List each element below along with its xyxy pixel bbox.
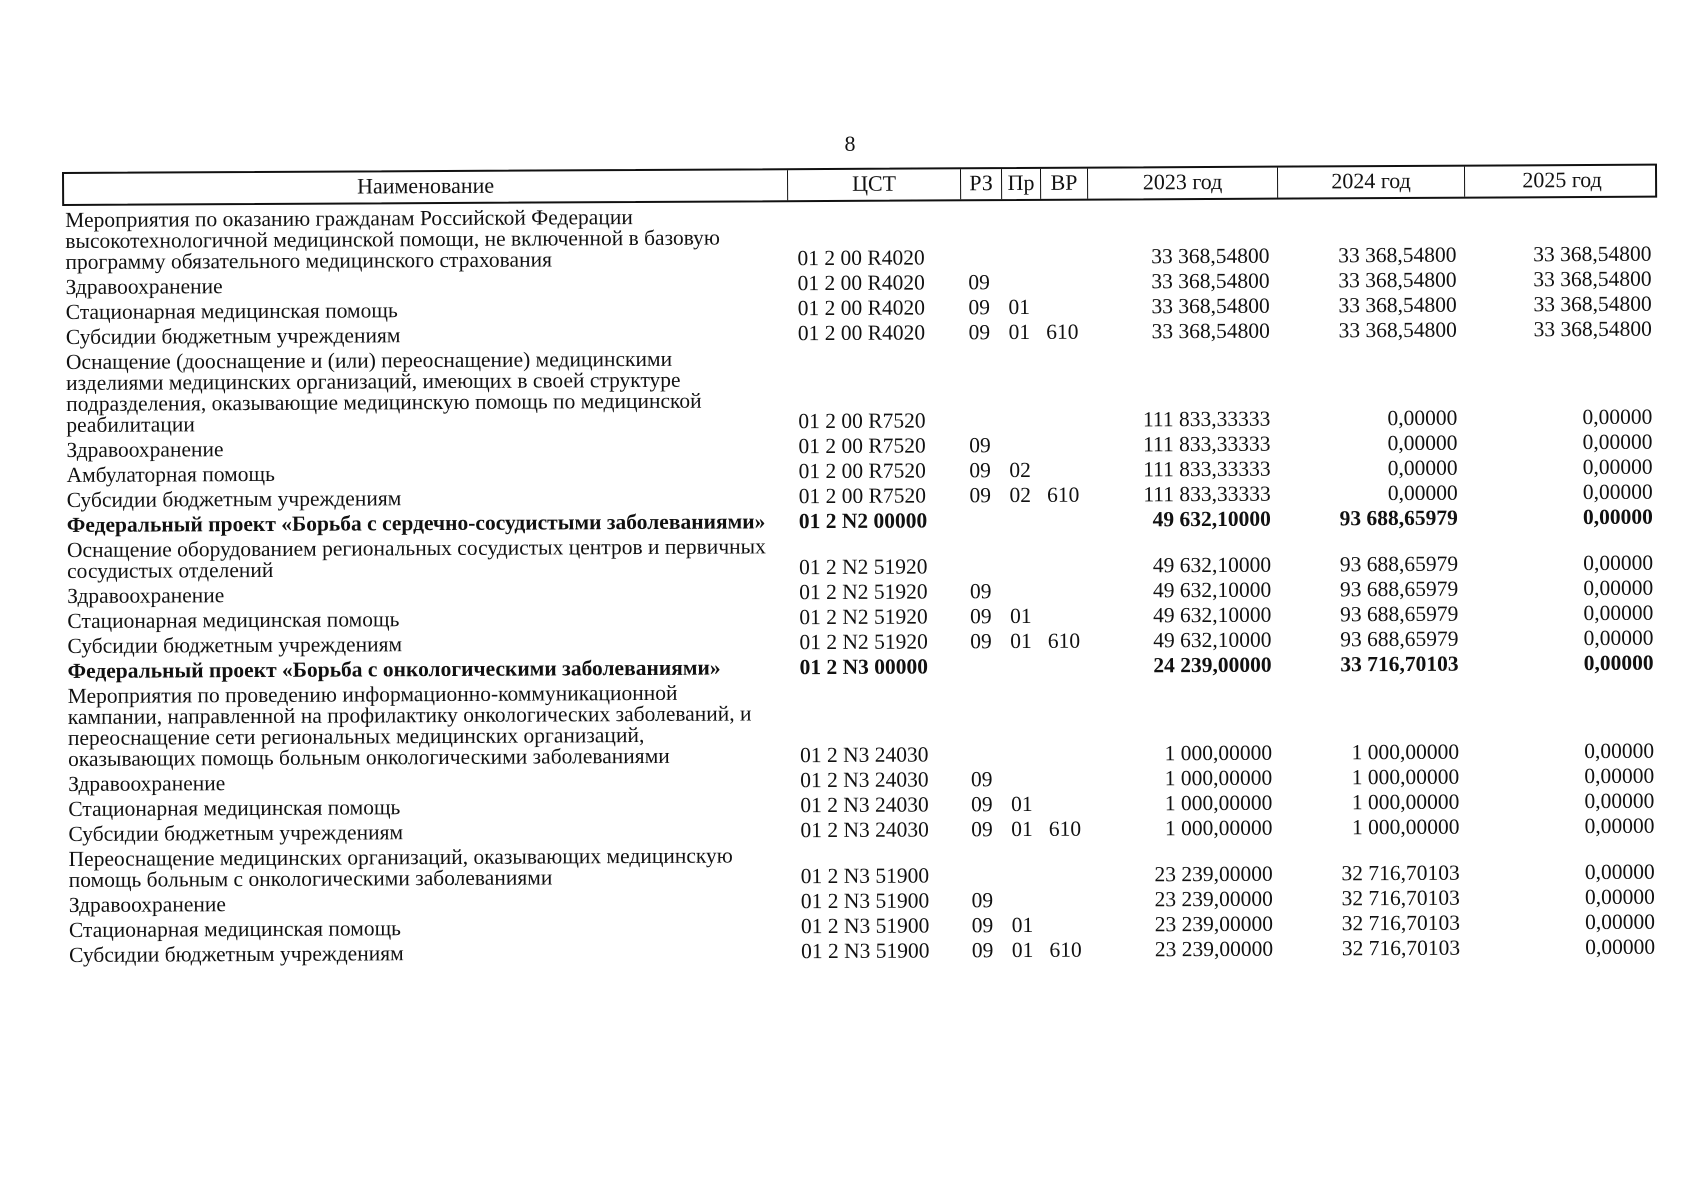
row-rz: 09 bbox=[971, 913, 994, 938]
row-name: Субсидии бюджетным учреждениям bbox=[69, 941, 404, 967]
row-2025: 0,00000 bbox=[1583, 600, 1654, 626]
row-2025: 0,00000 bbox=[1582, 479, 1653, 505]
row-name: Здравоохранение bbox=[68, 892, 226, 917]
table-row bbox=[64, 528, 1659, 582]
row-2025: 0,00000 bbox=[1584, 884, 1655, 910]
row-cst: 01 2 N2 51920 bbox=[799, 629, 928, 655]
row-2023: 23 239,00000 bbox=[1154, 861, 1273, 887]
row-2025: 0,00000 bbox=[1584, 788, 1655, 814]
row-2025: 0,00000 bbox=[1583, 550, 1654, 576]
table-row bbox=[63, 340, 1658, 436]
row-name: Здравоохранение bbox=[66, 437, 224, 462]
row-2025: 0,00000 bbox=[1585, 909, 1656, 935]
row-2024: 33 368,54800 bbox=[1338, 242, 1457, 268]
row-2023: 33 368,54800 bbox=[1151, 318, 1270, 344]
row-name: Стационарная медицинская помощь bbox=[68, 795, 401, 821]
row-2023: 1 000,00000 bbox=[1164, 815, 1273, 841]
row-2023: 24 239,00000 bbox=[1153, 652, 1272, 678]
row-2024: 1 000,00000 bbox=[1351, 814, 1460, 840]
row-pr: 02 bbox=[1009, 457, 1031, 483]
row-2023: 49 632,10000 bbox=[1153, 602, 1272, 628]
row-2024: 33 368,54800 bbox=[1338, 267, 1457, 293]
row-2024: 32 716,70103 bbox=[1341, 910, 1461, 936]
row-name: Оснащение (дооснащение и (или) переоснащение) медицинскими изделиями медицинских организаций, имеющих в своей структуре подразделения, оказывающие медицинскую помощь по медицинской реабилитации bbox=[65, 346, 702, 437]
row-rz: 09 bbox=[970, 767, 993, 792]
row-cst: 01 2 N3 51900 bbox=[800, 888, 930, 914]
row-name: Мероприятия по проведению информационно-коммуникационной кампании, направленной на профилактику онкологических заболеваний, и переоснащение сети региональных медицинских организаций, оказывающих помощь больным онкологическими заболеваниями bbox=[67, 680, 752, 771]
row-cst: 01 2 00 R7520 bbox=[798, 433, 926, 459]
row-cst: 01 2 N3 24030 bbox=[800, 817, 929, 843]
row-2025: 0,00000 bbox=[1585, 934, 1656, 960]
row-name: Стационарная медицинская помощь bbox=[65, 298, 398, 324]
row-name: Здравоохранение bbox=[67, 583, 225, 608]
row-cst: 01 2 00 R4020 bbox=[797, 320, 926, 346]
row-rz: 09 bbox=[969, 483, 992, 508]
row-2023: 49 632,10000 bbox=[1152, 577, 1272, 603]
row-name: Здравоохранение bbox=[68, 771, 226, 796]
row-cst: 01 2 00 R7520 bbox=[798, 458, 926, 484]
row-2024: 1 000,00000 bbox=[1351, 739, 1460, 765]
row-pr: 02 bbox=[1009, 482, 1032, 508]
row-vr: 610 bbox=[1047, 628, 1081, 653]
row-name: Федеральный проект «Борьба с онкологическими заболеваниями» bbox=[67, 655, 721, 683]
row-rz: 09 bbox=[970, 604, 992, 629]
header-cst: ЦСТ bbox=[787, 169, 960, 200]
row-pr: 01 bbox=[1008, 294, 1031, 320]
row-rz: 09 bbox=[969, 433, 991, 458]
row-name: Здравоохранение bbox=[65, 274, 223, 299]
row-vr: 610 bbox=[1046, 319, 1079, 344]
row-2025: 0,00000 bbox=[1583, 575, 1654, 601]
row-2023: 33 368,54800 bbox=[1151, 243, 1270, 269]
row-cst: 01 2 N3 51900 bbox=[800, 913, 930, 939]
row-2023: 111 833,33333 bbox=[1143, 456, 1271, 482]
row-2024: 0,00000 bbox=[1387, 430, 1458, 456]
row-name: Субсидии бюджетным учреждениям bbox=[68, 820, 404, 846]
row-2024: 93 688,65979 bbox=[1339, 551, 1459, 577]
row-vr: 610 bbox=[1047, 482, 1080, 507]
row-cst: 01 2 N2 00000 bbox=[798, 508, 928, 534]
row-pr: 01 bbox=[1008, 319, 1031, 345]
row-rz: 09 bbox=[968, 320, 991, 345]
row-name: Оснащение оборудованием региональных сосудистых центров и первичных сосудистых отделений bbox=[66, 534, 766, 583]
row-2024: 0,00000 bbox=[1387, 405, 1458, 431]
row-2024: 93 688,65979 bbox=[1339, 576, 1459, 602]
row-2025: 0,00000 bbox=[1584, 859, 1655, 885]
row-rz: 09 bbox=[971, 938, 994, 963]
row-rz: 09 bbox=[969, 458, 991, 483]
row-2024: 93 688,65979 bbox=[1340, 601, 1459, 627]
row-2023: 33 368,54800 bbox=[1151, 293, 1270, 319]
budget-table bbox=[62, 164, 1661, 966]
row-cst: 01 2 N3 24030 bbox=[800, 792, 929, 818]
header-rz: РЗ bbox=[960, 169, 1001, 199]
row-2025: 33 368,54800 bbox=[1533, 291, 1652, 317]
row-cst: 01 2 00 R7520 bbox=[798, 483, 926, 509]
table-row bbox=[65, 674, 1660, 770]
row-vr: 610 bbox=[1049, 937, 1082, 962]
row-name: Переоснащение медицинских организаций, оказывающих медицинскую помощь больным с онкологическими заболеваниями bbox=[68, 843, 733, 892]
row-cst: 01 2 00 R4020 bbox=[797, 270, 925, 296]
row-2023: 111 833,33333 bbox=[1142, 406, 1271, 432]
row-rz: 09 bbox=[971, 888, 994, 913]
row-name: Мероприятия по оказанию гражданам Российской Федерации высокотехнологичной медицинской помощи, не включенной в базовую программу обязательного медицинского страхования bbox=[65, 205, 720, 274]
row-2023: 23 239,00000 bbox=[1154, 886, 1273, 912]
row-name: Федеральный проект «Борьба с сердечно-сосудистыми заболеваниями» bbox=[66, 509, 766, 537]
row-2023: 111 833,33333 bbox=[1142, 431, 1271, 457]
row-rz: 09 bbox=[968, 270, 990, 295]
row-2024: 33 368,54800 bbox=[1338, 317, 1457, 343]
row-2025: 0,00000 bbox=[1582, 429, 1653, 455]
row-2024: 0,00000 bbox=[1387, 455, 1458, 481]
row-rz: 09 bbox=[969, 579, 992, 604]
row-cst: 01 2 N3 51900 bbox=[801, 938, 930, 964]
row-name: Субсидии бюджетным учреждениям bbox=[65, 323, 401, 349]
row-2024: 32 716,70103 bbox=[1341, 885, 1460, 911]
row-name: Стационарная медицинская помощь bbox=[68, 916, 402, 942]
row-name: Амбулаторная помощь bbox=[66, 461, 275, 487]
row-cst: 01 2 N2 51920 bbox=[799, 554, 928, 580]
row-2025: 0,00000 bbox=[1584, 813, 1655, 839]
row-2025: 33 368,54800 bbox=[1533, 316, 1652, 342]
row-2025: 0,00000 bbox=[1583, 650, 1654, 676]
row-cst: 01 2 N3 24030 bbox=[800, 742, 929, 768]
row-2023: 49 632,10000 bbox=[1153, 627, 1272, 653]
row-pr: 01 bbox=[1010, 603, 1032, 629]
row-2024: 33 716,70103 bbox=[1340, 651, 1459, 677]
row-2025: 33 368,54800 bbox=[1533, 241, 1652, 267]
row-pr: 01 bbox=[1011, 791, 1033, 817]
row-rz: 09 bbox=[971, 792, 993, 817]
row-rz: 09 bbox=[968, 295, 991, 320]
row-pr: 01 bbox=[1011, 816, 1033, 842]
header-name: Наименование bbox=[356, 172, 495, 199]
row-2024: 93 688,65979 bbox=[1340, 626, 1459, 652]
row-cst: 01 2 N3 24030 bbox=[800, 767, 929, 793]
row-2025: 0,00000 bbox=[1582, 454, 1653, 480]
row-2024: 0,00000 bbox=[1387, 480, 1458, 506]
row-2025: 0,00000 bbox=[1584, 763, 1655, 789]
row-2023: 1 000,00000 bbox=[1164, 765, 1273, 791]
header-pr: Пр bbox=[1001, 169, 1040, 199]
row-rz: 09 bbox=[971, 817, 993, 842]
row-2023: 33 368,54800 bbox=[1151, 268, 1270, 294]
row-2025: 0,00000 bbox=[1582, 504, 1653, 530]
row-2024: 1 000,00000 bbox=[1351, 764, 1460, 790]
row-pr: 01 bbox=[1010, 628, 1032, 654]
row-name: Стационарная медицинская помощь bbox=[67, 607, 400, 633]
row-name: Субсидии бюджетным учреждениям bbox=[67, 632, 403, 658]
page-number: 8 bbox=[844, 131, 856, 156]
row-2023: 1 000,00000 bbox=[1164, 790, 1273, 816]
table-body bbox=[62, 198, 1661, 966]
row-cst: 01 2 N2 51920 bbox=[799, 604, 928, 630]
row-2023: 111 833,33333 bbox=[1143, 481, 1271, 507]
row-2023: 23 239,00000 bbox=[1154, 911, 1274, 937]
header-2023: 2023 год bbox=[1087, 168, 1277, 199]
header-2024: 2024 год bbox=[1277, 167, 1464, 198]
header-vr: ВР bbox=[1040, 169, 1087, 199]
table-row bbox=[62, 198, 1657, 273]
row-2025: 0,00000 bbox=[1583, 625, 1654, 651]
row-2024: 32 716,70103 bbox=[1341, 860, 1460, 886]
row-2023: 49 632,10000 bbox=[1152, 506, 1271, 532]
row-2025: 0,00000 bbox=[1584, 738, 1655, 764]
row-2024: 32 716,70103 bbox=[1341, 935, 1461, 961]
row-cst: 01 2 00 R7520 bbox=[798, 408, 926, 434]
row-cst: 01 2 00 R4020 bbox=[797, 295, 926, 321]
row-cst: 01 2 N2 51920 bbox=[799, 579, 928, 605]
row-pr: 01 bbox=[1011, 912, 1034, 938]
row-name: Субсидии бюджетным учреждениям bbox=[66, 486, 402, 512]
row-pr: 01 bbox=[1011, 937, 1034, 963]
row-cst: 01 2 N3 00000 bbox=[799, 654, 929, 680]
row-2024: 1 000,00000 bbox=[1351, 789, 1460, 815]
header-2025: 2025 год bbox=[1464, 166, 1659, 197]
row-vr: 610 bbox=[1048, 816, 1082, 841]
row-2025: 33 368,54800 bbox=[1533, 266, 1652, 292]
row-2023: 1 000,00000 bbox=[1164, 740, 1273, 766]
table-row bbox=[66, 837, 1661, 891]
row-2023: 23 239,00000 bbox=[1154, 936, 1274, 962]
row-rz: 09 bbox=[970, 629, 992, 654]
row-cst: 01 2 N3 51900 bbox=[800, 863, 930, 889]
row-2023: 49 632,10000 bbox=[1152, 552, 1272, 578]
row-cst: 01 2 00 R4020 bbox=[797, 245, 925, 271]
row-2024: 93 688,65979 bbox=[1339, 505, 1458, 531]
row-2025: 0,00000 bbox=[1582, 404, 1653, 430]
row-2024: 33 368,54800 bbox=[1338, 292, 1457, 318]
